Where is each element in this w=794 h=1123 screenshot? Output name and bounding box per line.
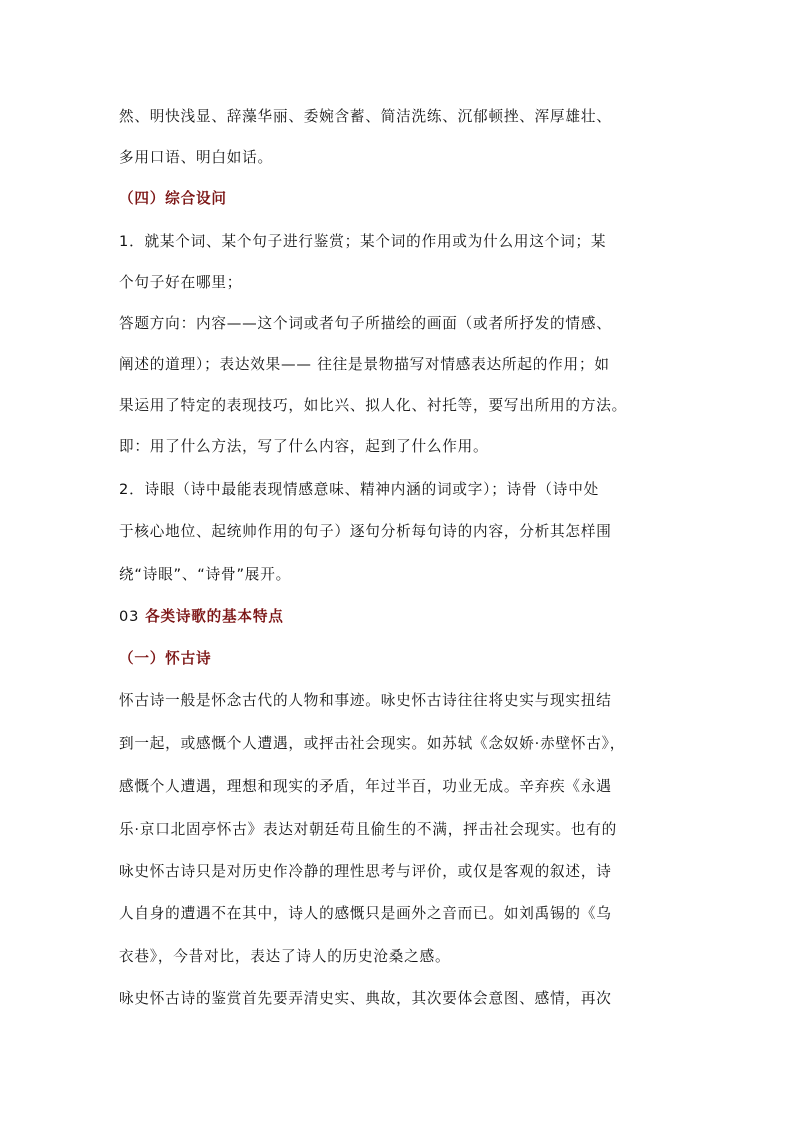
text-line: 感慨个人遭遇，理想和现实的矛盾，年过半百，功业无成。辛弃疾《永遇 [119, 778, 612, 795]
text-line: 多用口语、明白如话。 [119, 149, 273, 166]
text-line: 答题方向：内容——这个词或者句子所描绘的画面（或者所抒发的情感、 [119, 315, 612, 332]
text-line: 绕“诗眼”、“诗骨”展开。 [119, 566, 291, 583]
text-line: 咏史怀古诗只是对历史作冷静的理性思考与评价，或仅是客观的叙述，诗 [119, 863, 612, 880]
text-line: 然、明快浅显、辞藻华丽、委婉含蓄、简洁洗练、沉郁顿挫、浑厚雄壮、 [119, 108, 612, 125]
text-line: 乐·京口北固亭怀古》表达对朝廷苟且偷生的不满，抨击社会现实。也有的 [119, 821, 618, 838]
text-line: 到一起，或感慨个人遭遇，或抨击社会现实。如苏轼《念奴娇·赤壁怀古》， [119, 735, 626, 752]
subsection-heading: （一）怀古诗 [119, 650, 212, 667]
section-heading: （四）综合设问 [119, 190, 227, 207]
text-line: 1．就某个词、某个句子进行鉴赏；某个词的作用或为什么用这个词；某 [119, 233, 607, 250]
text-line: 衣巷》，今昔对比，表达了诗人的历史沧桑之感。 [119, 948, 451, 965]
text-line: 咏史怀古诗的鉴赏首先要弄清史实、典故，其次要体会意图、感情，再次 [119, 990, 612, 1007]
text-line: 阐述的道理）；表达效果—— 往往是景物描写对情感表达所起的作用；如 [119, 356, 610, 373]
text-line: 于核心地位、起统帅作用的句子）逐句分析每句诗的内容，分析其怎样围 [119, 523, 612, 540]
section-title [119, 607, 284, 627]
text-line: 2．诗眼（诗中最能表现情感意味、精神内涵的词或字）；诗骨（诗中处 [119, 481, 599, 498]
text-line: 怀古诗一般是怀念古代的人物和事迹。咏史怀古诗往往将史实与现实扭结 [119, 692, 612, 709]
text-line: 果运用了特定的表现技巧，如比兴、拟人化、衬托等，要写出所用的方法。 [119, 397, 627, 414]
text-line: 人自身的遭遇不在其中，诗人的感慨只是画外之音而已。如刘禹锡的《乌 [119, 905, 612, 922]
text-line: 即：用了什么方法，写了什么内容，起到了什么作用。 [119, 438, 489, 455]
section-number: 03 [119, 608, 140, 625]
section-title-text: 各类诗歌的基本特点 [145, 608, 284, 625]
text-line: 个句子好在哪里； [119, 274, 243, 291]
